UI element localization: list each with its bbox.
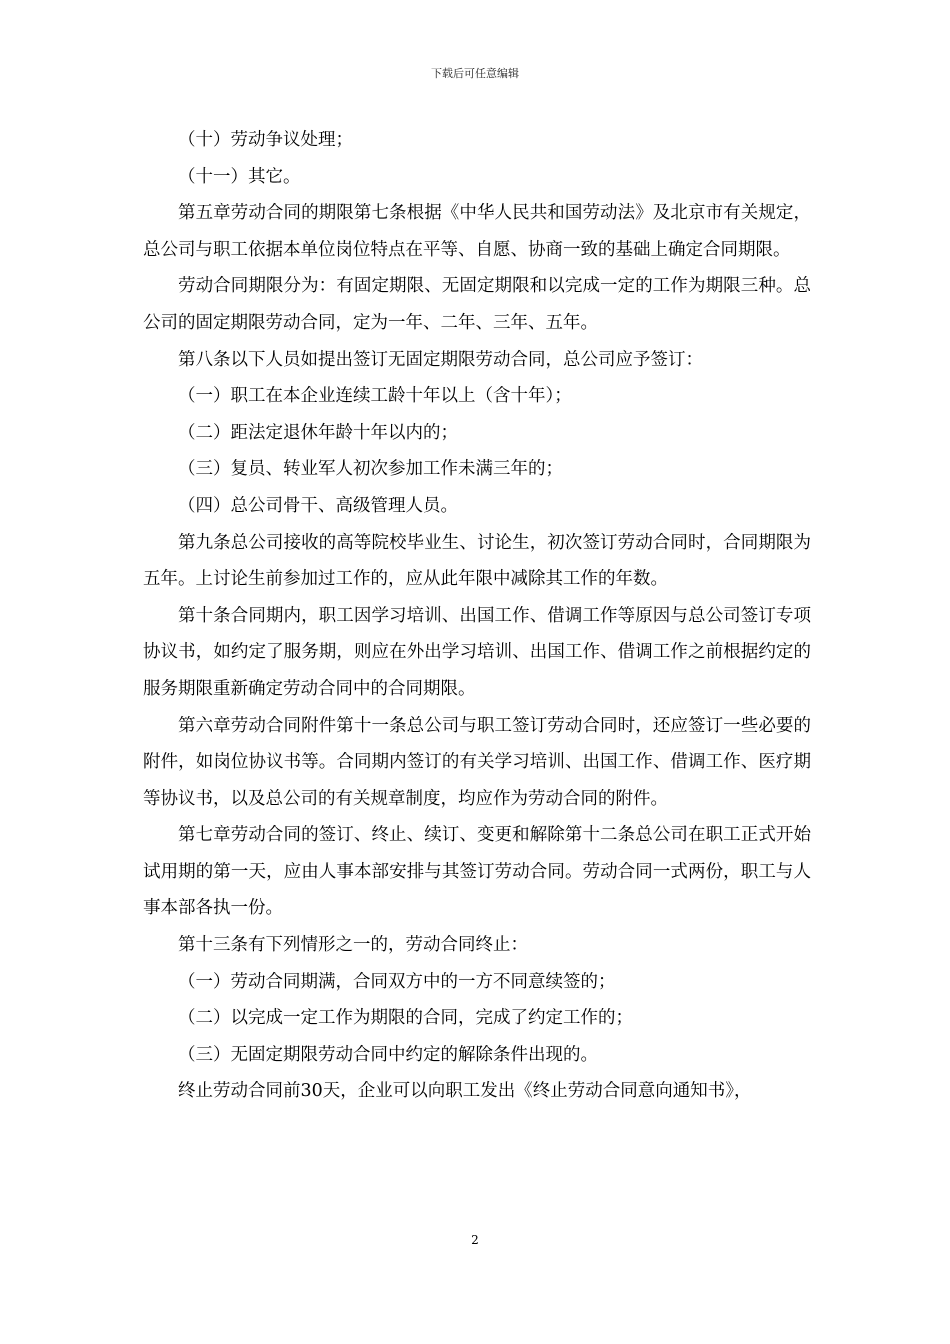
page-number: 2	[471, 1233, 479, 1247]
paragraph: （十）劳动争议处理；	[178, 130, 353, 150]
paragraph: 第六章劳动合同附件第十一条总公司与职工签订劳动合同时，还应签订一些必要的附件，如岗位协议书等。合同期内签订的有关学习培训、出国工作、借调工作、医疗期等协议书，以及总公司的有关规章制度，均应作为劳动合同的附件。	[143, 715, 811, 809]
paragraph: 终止劳动合同前30天，企业可以向职工发出《终止劳动合同意向通知书》，	[178, 1081, 752, 1102]
paragraph: 第十三条有下列情形之一的，劳动合同终止：	[178, 935, 528, 956]
paragraph: （三）复员、转业军人初次参加工作未满三年的；	[178, 459, 563, 480]
paragraph: （二）距法定退休年龄十年以内的；	[178, 422, 458, 443]
page-header: 下载后可任意编辑	[431, 67, 519, 80]
document-body	[143, 122, 811, 1110]
paragraph: 第九条总公司接收的高等院校毕业生、讨论生，初次签订劳动合同时，合同期限为五年。上讨论生前参加过工作的，应从此年限中减除其工作的年数。	[143, 532, 811, 590]
paragraph: （三）无固定期限劳动合同中约定的解除条件出现的。	[178, 1044, 598, 1065]
paragraph: （十一）其它。	[178, 166, 301, 187]
paragraph: 劳动合同期限分为：有固定期限、无固定期限和以完成一定的工作为期限三种。总公司的固定期限劳动合同，定为一年、二年、三年、五年。	[143, 276, 811, 333]
paragraph: （一）职工在本企业连续工龄十年以上（含十年）；	[178, 386, 572, 407]
paragraph: 第八条以下人员如提出签订无固定期限劳动合同，总公司应予签订：	[178, 349, 703, 370]
paragraph: （四）总公司骨干、高级管理人员。	[178, 495, 458, 516]
paragraph: 第七章劳动合同的签订、终止、续订、变更和解除第十二条总公司在职工正式开始试用期的第一天，应由人事本部安排与其签订劳动合同。劳动合同一式两份，职工与人事本部各执一份。	[143, 825, 811, 919]
paragraph: 第十条合同期内，职工因学习培训、出国工作、借调工作等原因与总公司签订专项协议书，如约定了服务期，则应在外出学习培训、出国工作、借调工作之前根据约定的服务期限重新确定劳动合同中的合同期限。	[143, 605, 811, 699]
paragraph: 第五章劳动合同的期限第七条根据《中华人民共和国劳动法》及北京市有关规定，总公司与职工依据本单位岗位特点在平等、自愿、协商一致的基础上确定合同期限。	[143, 203, 811, 260]
paragraph: （一）劳动合同期满，合同双方中的一方不同意续签的；	[178, 971, 616, 992]
paragraph: （二）以完成一定工作为期限的合同，完成了约定工作的；	[178, 1008, 633, 1029]
